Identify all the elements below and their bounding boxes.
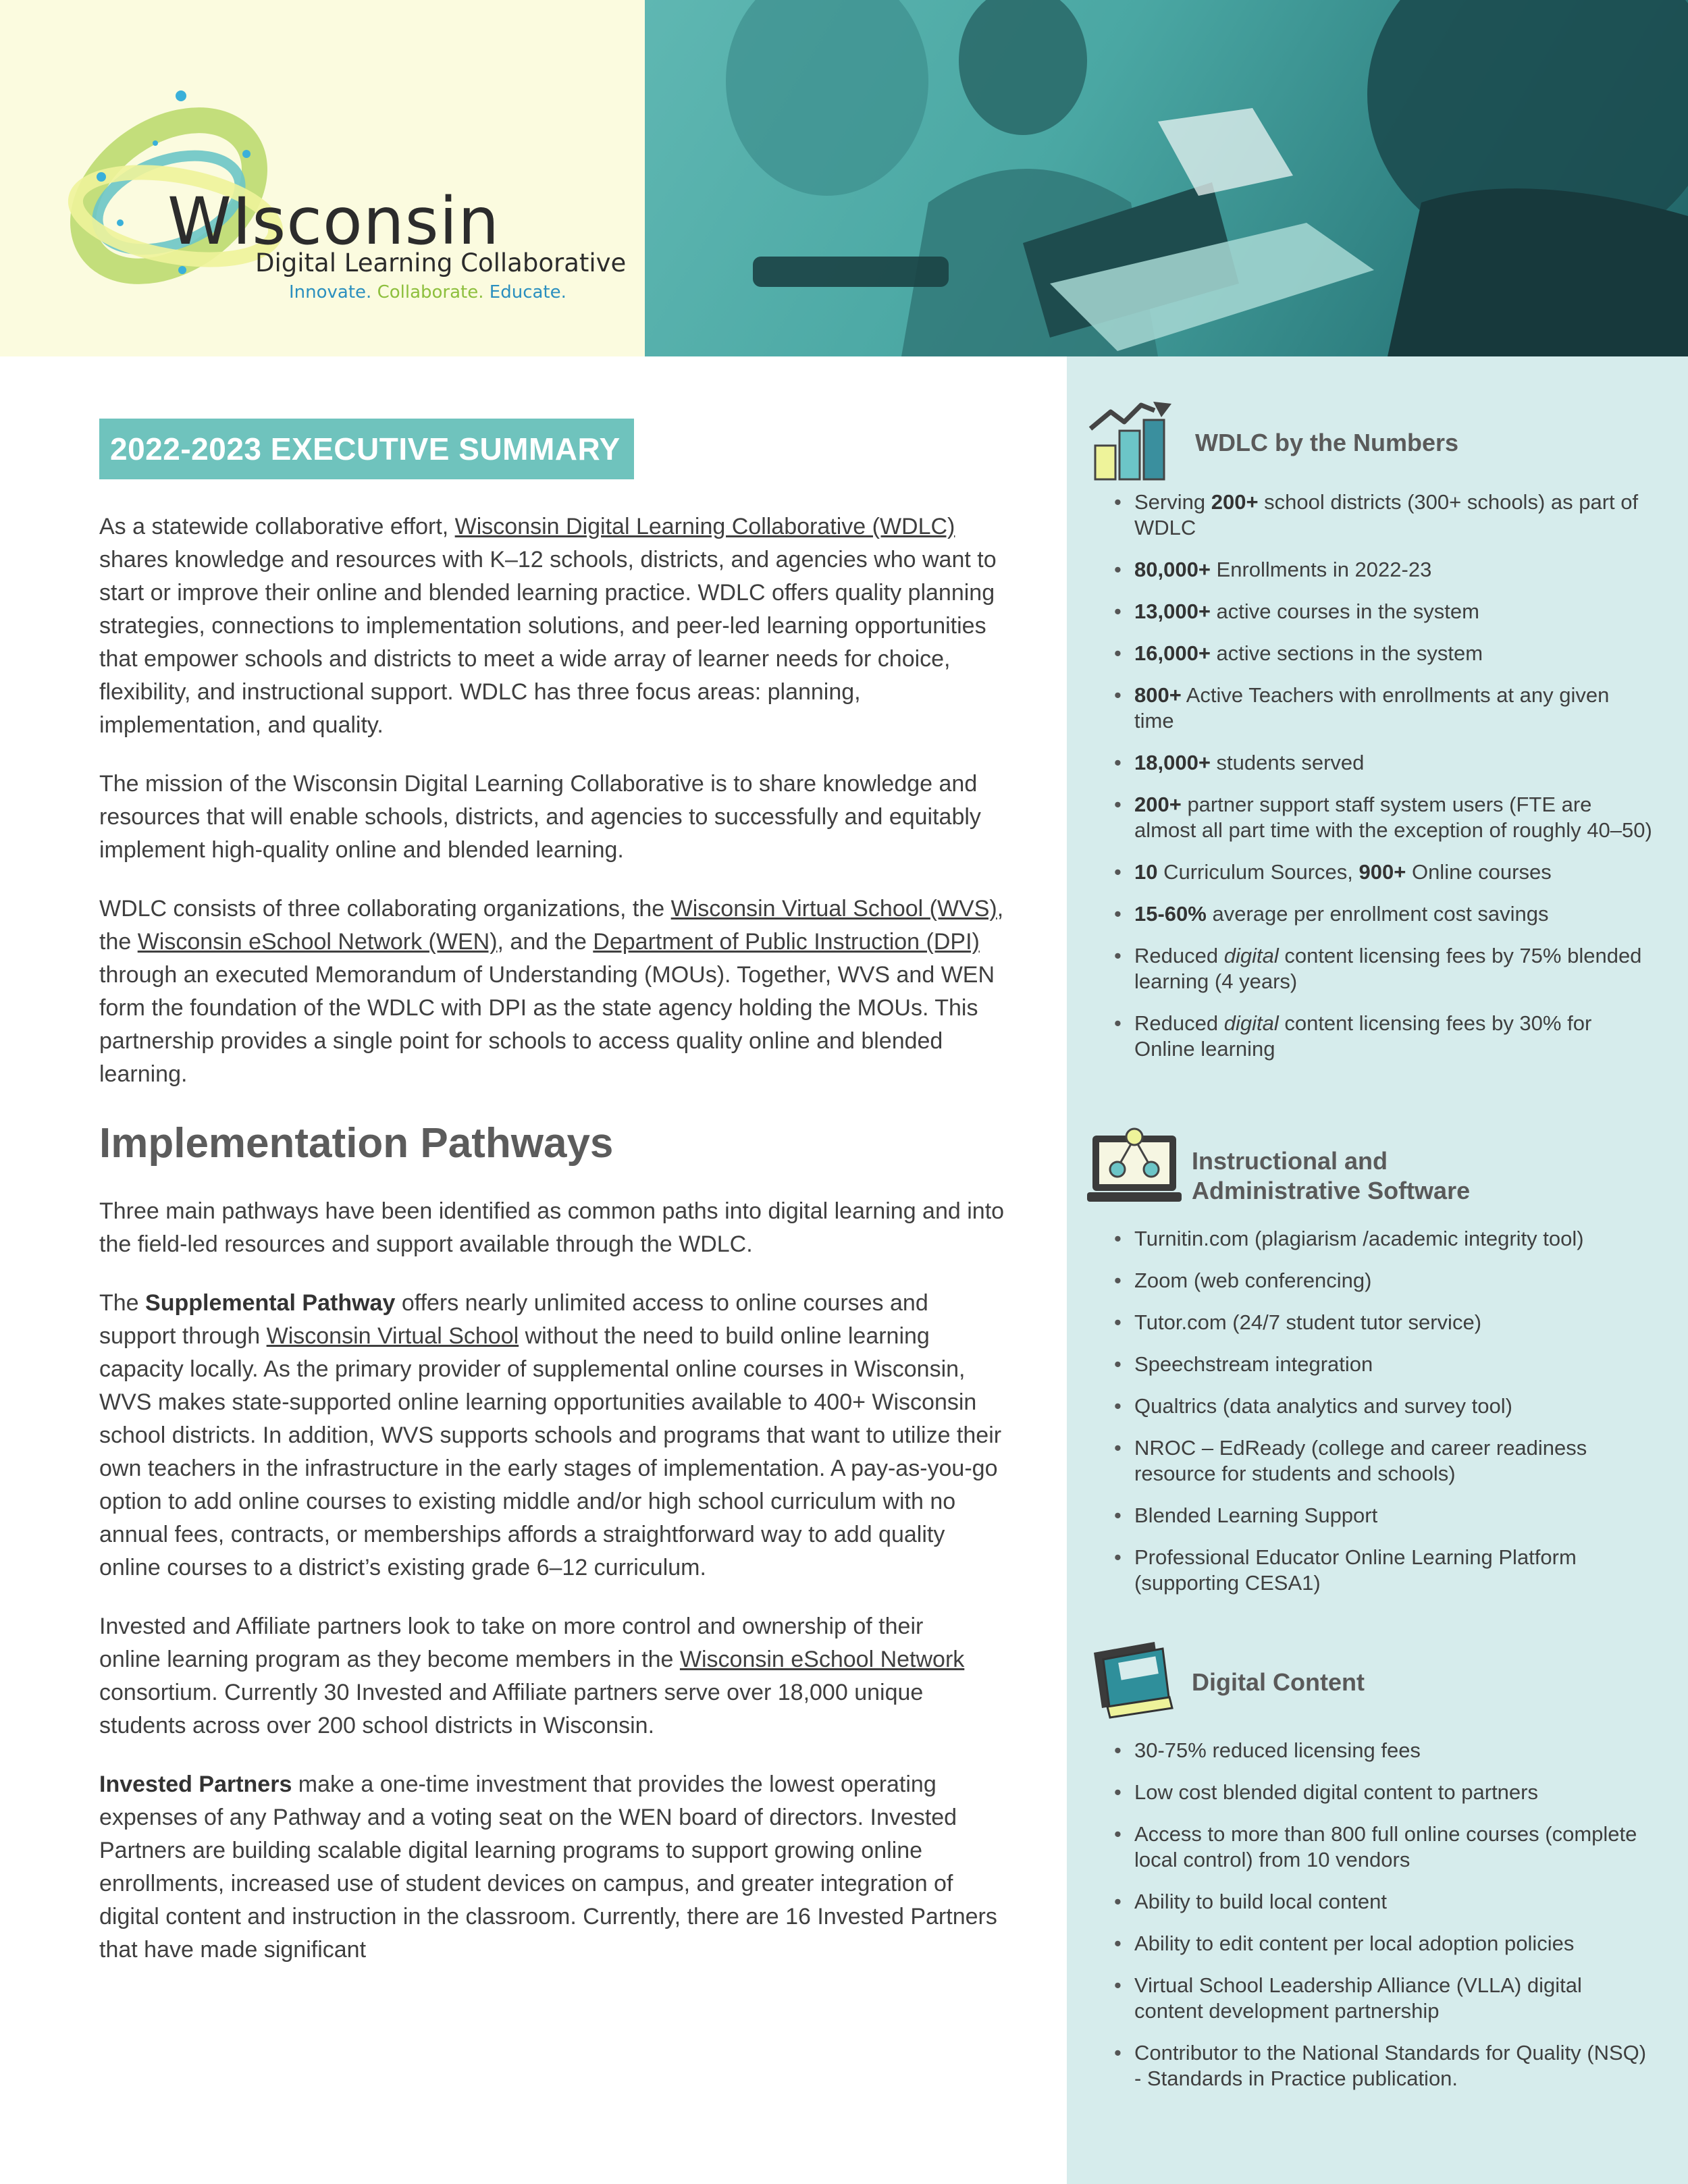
list-item: • Reduced digital content licensing fees by 75% blended learning (4 years): [1114, 943, 1654, 994]
list-item: • NROC – EdReady (college and career readiness resource for students and schools): [1114, 1435, 1654, 1487]
list-item: • Ability to edit content per local adoption policies: [1114, 1931, 1654, 1956]
logo-wordmark: WIsconsin: [167, 184, 500, 259]
logo-panel: [0, 0, 645, 356]
list-item: • Zoom (web conferencing): [1114, 1268, 1654, 1294]
wvs-link-2[interactable]: Wisconsin Virtual School: [266, 1323, 519, 1349]
software-title-line-1: Instructional and: [1192, 1147, 1388, 1175]
tagline-word-1: Innovate.: [289, 282, 372, 302]
list-item: • 10 Curriculum Sources, 900+ Online courses: [1114, 859, 1654, 885]
list-item: • Turnitin.com (plagiarism /academic integrity tool): [1114, 1226, 1654, 1252]
tagline-word-3: Educate.: [489, 282, 566, 302]
logo-tagline: [289, 282, 566, 302]
books-icon: [1087, 1632, 1182, 1720]
pathways-intro-paragraph: Three main pathways have been identified as common paths into digital learning and into the field-led resources and support available through the WDLC.: [99, 1198, 1005, 1257]
section-heading: Implementation Pathways: [99, 1120, 614, 1167]
invested-partners-paragraph: Invested Partners make a one-time investment that provides the lowest operating expenses of any Pathway and a voting seat on the WEN board of directors. Invested Partners are building scalable digital learning programs to support growing online enrollments, increased use of student devices on campus, and greater integration of digital content and instruction in the classroom. Currently, there are 16 Invested Partners that have made significant: [99, 1772, 997, 1963]
dpi-link[interactable]: Department of Public Instruction (DPI): [593, 929, 980, 955]
main-column: [99, 419, 1007, 1992]
intro-paragraph: As a statewide collaborative effort, Wisconsin Digital Learning Collaborative (WDLC) shares knowledge and resources with K–12 schools, districts, and agencies who want to start or improve their online and blended learning practice. WDLC offers quality planning strategies, connections to implementation solutions, and peer-led learning opportunities that empower schools and districts to meet a wide array of learner needs for choice, flexibility, and instructional support. WDLC has three focus areas: planning, implementation, and quality.: [99, 514, 997, 738]
list-item: • Qualtrics (data analytics and survey tool): [1114, 1393, 1654, 1419]
wen-link[interactable]: Wisconsin eSchool Network (WEN): [137, 929, 498, 955]
software-title-line-2: Administrative Software: [1192, 1177, 1471, 1204]
list-item: • Low cost blended digital content to partners: [1114, 1780, 1654, 1805]
header-photo: [645, 0, 1688, 356]
laptop-network-icon: [1087, 1126, 1182, 1210]
wen-link-2[interactable]: Wisconsin eSchool Network: [679, 1647, 965, 1672]
students-laptop-illustration: [645, 0, 1688, 356]
content-title: Digital Content: [1192, 1668, 1365, 1696]
supplemental-paragraph: The Supplemental Pathway offers nearly unlimited access to online courses and support through Wisconsin Virtual School without the need to build online learning capacity locally. As the primary provider of supplemental online courses in Wisconsin, WVS makes state-supported online learning opportunities available to 400+ Wisconsin school districts. In addition, WVS supports schools and programs that want to utilize their own teachers in the infrastructure in the early stages of implementation. A pay-as-you-go option to add online courses to existing middle and/or high school curriculum with no annual fees, contracts, or memberships affords a straightforward way to add quality online courses to a district’s existing grade 6–12 curriculum.: [99, 1290, 1002, 1580]
list-item: • 16,000+ active sections in the system: [1114, 641, 1654, 666]
executive-summary-badge: 2022-2023 EXECUTIVE SUMMARY: [99, 419, 634, 479]
list-item: • 15-60% average per enrollment cost savings: [1114, 901, 1654, 927]
list-item: • Virtual School Leadership Alliance (VLLA) digital content development partnership: [1114, 1973, 1654, 2024]
list-item: • Blended Learning Support: [1114, 1503, 1654, 1528]
logo-orbit-graphic: [0, 0, 645, 356]
software-section: [1087, 1126, 1674, 1639]
list-item: • Professional Educator Online Learning Platform (supporting CESA1): [1114, 1545, 1654, 1596]
numbers-list: [1114, 489, 1654, 1078]
page-header: [0, 0, 1688, 356]
tagline-word-2: Collaborate.: [377, 282, 484, 302]
list-item: • 18,000+ students served: [1114, 750, 1654, 776]
wdlc-link[interactable]: Wisconsin Digital Learning Collaborative (WDLC): [454, 514, 955, 539]
content-section: [1087, 1632, 1674, 2159]
list-item: • 80,000+ Enrollments in 2022-23: [1114, 557, 1654, 583]
mission-paragraph: The mission of the Wisconsin Digital Learning Collaborative is to share knowledge and resources that will enable schools, districts, and agencies to successfully and equitably implement high-quality online and blended learning.: [99, 771, 981, 863]
software-title: [1192, 1146, 1470, 1206]
numbers-section: [1087, 398, 1674, 1094]
list-item: • 200+ partner support staff system users (FTE are almost all part time with the exception of roughly 40–50): [1114, 792, 1654, 843]
logo-subtitle: Digital Learning Collaborative: [255, 248, 627, 277]
list-item: • Serving 200+ school districts (300+ schools) as part of WDLC: [1114, 489, 1654, 541]
list-item: • 13,000+ active courses in the system: [1114, 599, 1654, 624]
list-item: • Reduced digital content licensing fees by 30% for Online learning: [1114, 1011, 1654, 1062]
list-item: • 30-75% reduced licensing fees: [1114, 1738, 1654, 1763]
content-list: [1114, 1738, 1654, 2108]
wvs-link[interactable]: Wisconsin Virtual School (WVS): [670, 896, 997, 922]
list-item: • Speechstream integration: [1114, 1352, 1654, 1377]
organizations-paragraph: WDLC consists of three collaborating organizations, the Wisconsin Virtual School (WVS), the Wisconsin eSchool Network (WEN), and the Department of Public Instruction (DPI) through an executed Memorandum of Understanding (MOUs). Together, WVS and WEN form the foundation of the WDLC with DPI as the state agency holding the MOUs. This partnership provides a single point for schools to access quality online and blended learning.: [99, 896, 1004, 1087]
bar-chart-trend-icon: [1087, 398, 1178, 483]
list-item: • Contributor to the National Standards for Quality (NSQ) - Standards in Practice publication.: [1114, 2040, 1654, 2092]
invested-affiliate-paragraph: Invested and Affiliate partners look to take on more control and ownership of their online learning program as they become members in the Wisconsin eSchool Network consortium. Currently 30 Invested and Affiliate partners serve over 18,000 unique students across over 200 school districts in Wisconsin.: [99, 1614, 965, 1738]
numbers-title: WDLC by the Numbers: [1195, 429, 1459, 456]
software-list: [1114, 1226, 1654, 1612]
list-item: • Ability to build local content: [1114, 1889, 1654, 1915]
list-item: • Access to more than 800 full online courses (complete local control) from 10 vendors: [1114, 1821, 1654, 1873]
list-item: • Tutor.com (24/7 student tutor service): [1114, 1310, 1654, 1335]
list-item: • 800+ Active Teachers with enrollments at any given time: [1114, 683, 1654, 734]
